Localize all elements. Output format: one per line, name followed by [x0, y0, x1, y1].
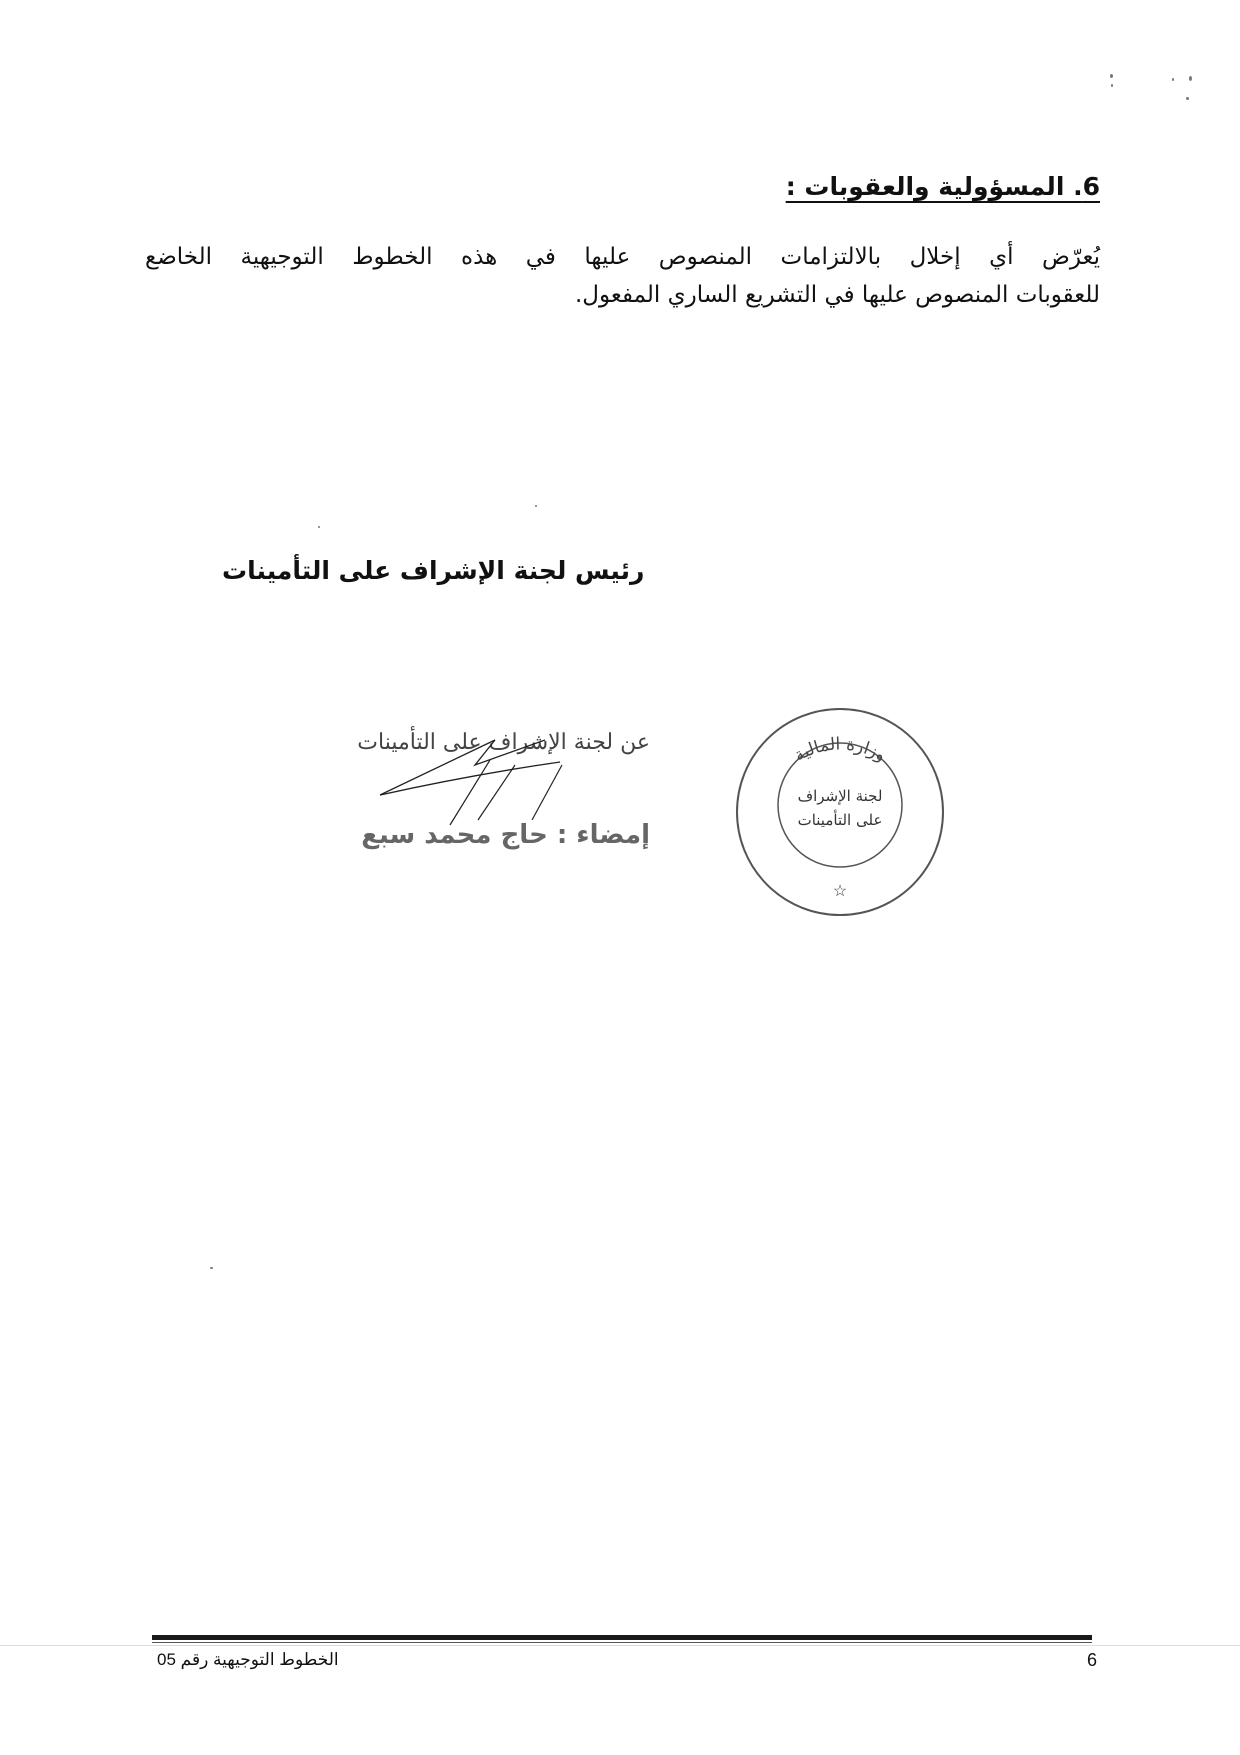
signatory-title: رئيس لجنة الإشراف على التأمينات [222, 556, 645, 585]
scan-speck [535, 505, 537, 507]
stamp-outer-text: وزارة المالية [790, 734, 890, 766]
signature-name-line: إمضاء : حاج محمد سبع [361, 820, 650, 850]
page-number: 6 [1087, 1650, 1098, 1670]
signature-committee-line: عن لجنة الإشراف على التأمينات [357, 730, 650, 755]
footer-divider [152, 1635, 1092, 1640]
stamp-inner-line-2: على التأمينات [797, 811, 883, 829]
footer-scan-line [0, 1645, 1240, 1646]
scan-speck [1111, 84, 1113, 87]
scan-speck [318, 526, 320, 528]
scan-speck [1186, 97, 1189, 100]
signature-block [300, 720, 660, 880]
scan-speck [1110, 74, 1113, 78]
stamp-inner-line-1: لجنة الإشراف [797, 787, 883, 805]
footer-document-title: الخطوط التوجيهية رقم 05 [157, 1650, 339, 1669]
footer-divider-thin [152, 1642, 1092, 1643]
star-icon: ☆ [832, 881, 848, 900]
paragraph-line: يُعرّض أي إخلال بالالتزامات المنصوص عليها في هذه الخطوط التوجيهية الخاضع [145, 244, 1100, 270]
paragraph-line: للعقوبات المنصوص عليها في التشريع الساري المفعول. [574, 282, 1100, 308]
official-stamp [733, 705, 947, 919]
scan-speck [1172, 78, 1174, 81]
section-heading: 6. المسؤولية والعقوبات : [785, 172, 1100, 201]
body-paragraph [145, 238, 1100, 314]
scan-speck [1189, 76, 1192, 81]
handwritten-signature-icon [300, 720, 660, 880]
scan-speck [210, 1267, 213, 1269]
